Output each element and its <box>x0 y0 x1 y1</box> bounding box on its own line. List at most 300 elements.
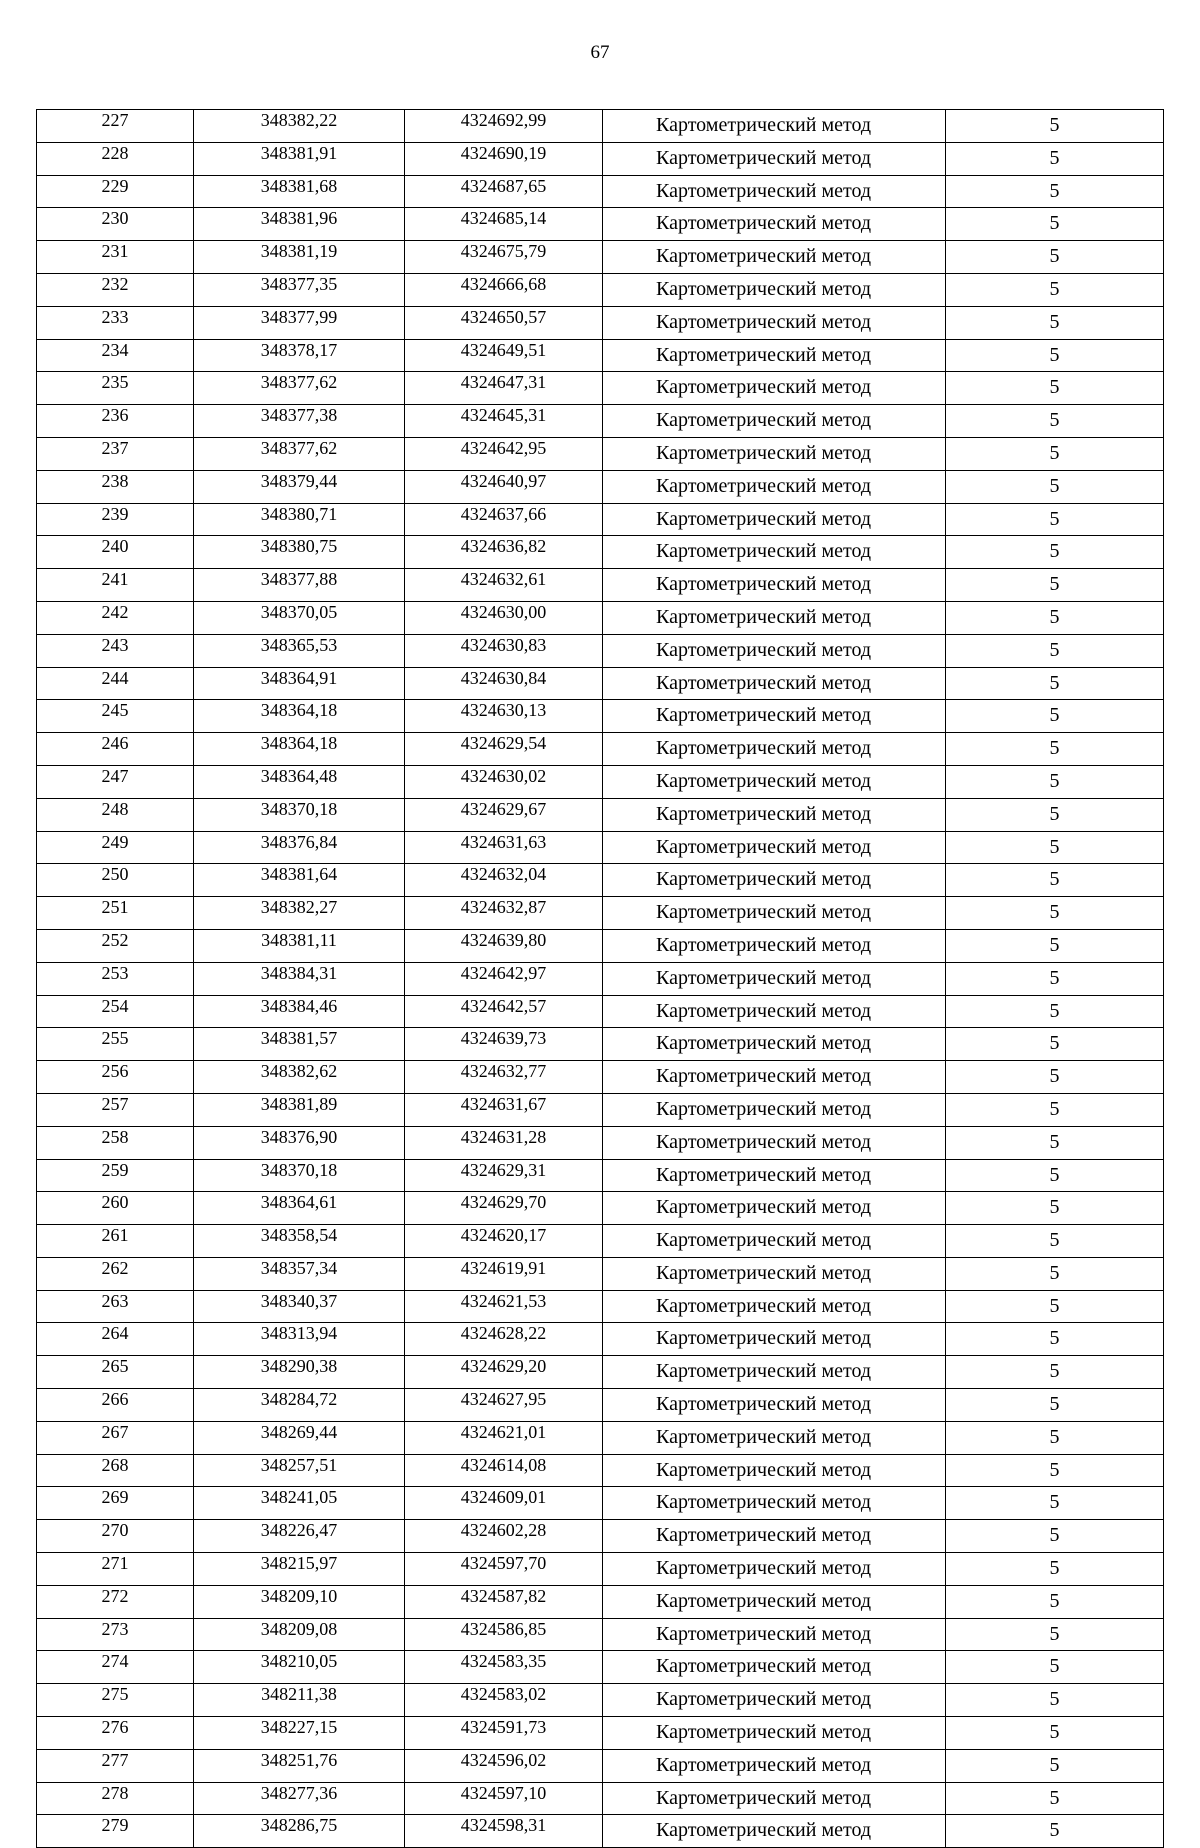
method-cell: Картометрический метод <box>603 962 946 995</box>
table-row <box>37 569 1164 602</box>
y-coordinate-cell: 4324639,73 <box>405 1028 603 1061</box>
table-row <box>37 208 1164 241</box>
point-number-cell: 250 <box>37 864 194 897</box>
point-number-cell: 257 <box>37 1093 194 1126</box>
method-cell: Картометрический метод <box>603 339 946 372</box>
point-number-cell: 245 <box>37 700 194 733</box>
accuracy-cell: 5 <box>946 110 1164 143</box>
x-coordinate-cell: 348364,18 <box>194 733 405 766</box>
method-cell: Картометрический метод <box>603 273 946 306</box>
x-coordinate-cell: 348340,37 <box>194 1290 405 1323</box>
y-coordinate-cell: 4324631,28 <box>405 1126 603 1159</box>
x-coordinate-cell: 348277,36 <box>194 1782 405 1815</box>
table-row <box>37 1323 1164 1356</box>
accuracy-cell: 5 <box>946 962 1164 995</box>
y-coordinate-cell: 4324642,97 <box>405 962 603 995</box>
x-coordinate-cell: 348377,62 <box>194 437 405 470</box>
method-cell: Картометрический метод <box>603 929 946 962</box>
x-coordinate-cell: 348257,51 <box>194 1454 405 1487</box>
method-cell: Картометрический метод <box>603 1454 946 1487</box>
accuracy-cell: 5 <box>946 175 1164 208</box>
method-cell: Картометрический метод <box>603 1257 946 1290</box>
method-cell: Картометрический метод <box>603 601 946 634</box>
table-row <box>37 1815 1164 1848</box>
point-number-cell: 261 <box>37 1225 194 1258</box>
x-coordinate-cell: 348241,05 <box>194 1487 405 1520</box>
x-coordinate-cell: 348378,17 <box>194 339 405 372</box>
method-cell: Картометрический метод <box>603 1585 946 1618</box>
table-row <box>37 1225 1164 1258</box>
x-coordinate-cell: 348364,61 <box>194 1192 405 1225</box>
y-coordinate-cell: 4324597,10 <box>405 1782 603 1815</box>
point-number-cell: 227 <box>37 110 194 143</box>
y-coordinate-cell: 4324645,31 <box>405 405 603 438</box>
table-row <box>37 634 1164 667</box>
method-cell: Картометрический метод <box>603 831 946 864</box>
y-coordinate-cell: 4324614,08 <box>405 1454 603 1487</box>
point-number-cell: 271 <box>37 1553 194 1586</box>
method-cell: Картометрический метод <box>603 372 946 405</box>
y-coordinate-cell: 4324675,79 <box>405 241 603 274</box>
method-cell: Картометрический метод <box>603 1028 946 1061</box>
point-number-cell: 254 <box>37 995 194 1028</box>
method-cell: Картометрический метод <box>603 1159 946 1192</box>
y-coordinate-cell: 4324629,67 <box>405 798 603 831</box>
table-row <box>37 733 1164 766</box>
accuracy-cell: 5 <box>946 1454 1164 1487</box>
method-cell: Картометрический метод <box>603 1290 946 1323</box>
y-coordinate-cell: 4324628,22 <box>405 1323 603 1356</box>
point-number-cell: 249 <box>37 831 194 864</box>
point-number-cell: 263 <box>37 1290 194 1323</box>
point-number-cell: 233 <box>37 306 194 339</box>
method-cell: Картометрический метод <box>603 995 946 1028</box>
accuracy-cell: 5 <box>946 1553 1164 1586</box>
point-number-cell: 269 <box>37 1487 194 1520</box>
y-coordinate-cell: 4324583,02 <box>405 1684 603 1717</box>
table-row <box>37 1061 1164 1094</box>
table-row <box>37 110 1164 143</box>
table-row <box>37 1159 1164 1192</box>
accuracy-cell: 5 <box>946 1782 1164 1815</box>
x-coordinate-cell: 348226,47 <box>194 1520 405 1553</box>
point-number-cell: 251 <box>37 897 194 930</box>
x-coordinate-cell: 348377,99 <box>194 306 405 339</box>
x-coordinate-cell: 348377,62 <box>194 372 405 405</box>
x-coordinate-cell: 348269,44 <box>194 1421 405 1454</box>
table-row <box>37 1192 1164 1225</box>
method-cell: Картометрический метод <box>603 1749 946 1782</box>
x-coordinate-cell: 348382,27 <box>194 897 405 930</box>
y-coordinate-cell: 4324630,00 <box>405 601 603 634</box>
accuracy-cell: 5 <box>946 1093 1164 1126</box>
x-coordinate-cell: 348370,18 <box>194 798 405 831</box>
y-coordinate-cell: 4324620,17 <box>405 1225 603 1258</box>
x-coordinate-cell: 348381,64 <box>194 864 405 897</box>
table-row <box>37 1553 1164 1586</box>
x-coordinate-cell: 348209,10 <box>194 1585 405 1618</box>
point-number-cell: 272 <box>37 1585 194 1618</box>
x-coordinate-cell: 348365,53 <box>194 634 405 667</box>
x-coordinate-cell: 348376,90 <box>194 1126 405 1159</box>
accuracy-cell: 5 <box>946 1749 1164 1782</box>
coordinates-table-body <box>37 110 1164 1848</box>
point-number-cell: 278 <box>37 1782 194 1815</box>
y-coordinate-cell: 4324650,57 <box>405 306 603 339</box>
method-cell: Картометрический метод <box>603 1323 946 1356</box>
point-number-cell: 246 <box>37 733 194 766</box>
method-cell: Картометрический метод <box>603 1815 946 1848</box>
x-coordinate-cell: 348209,08 <box>194 1618 405 1651</box>
accuracy-cell: 5 <box>946 405 1164 438</box>
y-coordinate-cell: 4324642,57 <box>405 995 603 1028</box>
method-cell: Картометрический метод <box>603 1126 946 1159</box>
accuracy-cell: 5 <box>946 634 1164 667</box>
x-coordinate-cell: 348382,22 <box>194 110 405 143</box>
y-coordinate-cell: 4324619,91 <box>405 1257 603 1290</box>
accuracy-cell: 5 <box>946 1225 1164 1258</box>
y-coordinate-cell: 4324685,14 <box>405 208 603 241</box>
x-coordinate-cell: 348381,96 <box>194 208 405 241</box>
y-coordinate-cell: 4324637,66 <box>405 503 603 536</box>
table-row <box>37 831 1164 864</box>
method-cell: Картометрический метод <box>603 470 946 503</box>
y-coordinate-cell: 4324631,67 <box>405 1093 603 1126</box>
point-number-cell: 264 <box>37 1323 194 1356</box>
point-number-cell: 240 <box>37 536 194 569</box>
x-coordinate-cell: 348358,54 <box>194 1225 405 1258</box>
point-number-cell: 268 <box>37 1454 194 1487</box>
method-cell: Картометрический метод <box>603 208 946 241</box>
point-number-cell: 235 <box>37 372 194 405</box>
x-coordinate-cell: 348313,94 <box>194 1323 405 1356</box>
table-row <box>37 1487 1164 1520</box>
y-coordinate-cell: 4324630,02 <box>405 765 603 798</box>
x-coordinate-cell: 348215,97 <box>194 1553 405 1586</box>
point-number-cell: 229 <box>37 175 194 208</box>
accuracy-cell: 5 <box>946 1684 1164 1717</box>
accuracy-cell: 5 <box>946 208 1164 241</box>
x-coordinate-cell: 348210,05 <box>194 1651 405 1684</box>
point-number-cell: 248 <box>37 798 194 831</box>
accuracy-cell: 5 <box>946 142 1164 175</box>
y-coordinate-cell: 4324591,73 <box>405 1717 603 1750</box>
accuracy-cell: 5 <box>946 1126 1164 1159</box>
point-number-cell: 266 <box>37 1389 194 1422</box>
y-coordinate-cell: 4324609,01 <box>405 1487 603 1520</box>
table-row <box>37 1257 1164 1290</box>
table-row <box>37 1126 1164 1159</box>
table-row <box>37 798 1164 831</box>
accuracy-cell: 5 <box>946 1717 1164 1750</box>
table-row <box>37 864 1164 897</box>
accuracy-cell: 5 <box>946 1356 1164 1389</box>
table-row <box>37 241 1164 274</box>
method-cell: Картометрический метод <box>603 1717 946 1750</box>
point-number-cell: 230 <box>37 208 194 241</box>
x-coordinate-cell: 348384,31 <box>194 962 405 995</box>
x-coordinate-cell: 348377,88 <box>194 569 405 602</box>
accuracy-cell: 5 <box>946 995 1164 1028</box>
point-number-cell: 241 <box>37 569 194 602</box>
method-cell: Картометрический метод <box>603 700 946 733</box>
point-number-cell: 279 <box>37 1815 194 1848</box>
method-cell: Картометрический метод <box>603 405 946 438</box>
table-row <box>37 1585 1164 1618</box>
table-row <box>37 700 1164 733</box>
point-number-cell: 234 <box>37 339 194 372</box>
point-number-cell: 277 <box>37 1749 194 1782</box>
y-coordinate-cell: 4324632,87 <box>405 897 603 930</box>
point-number-cell: 255 <box>37 1028 194 1061</box>
x-coordinate-cell: 348380,71 <box>194 503 405 536</box>
x-coordinate-cell: 348370,18 <box>194 1159 405 1192</box>
y-coordinate-cell: 4324632,04 <box>405 864 603 897</box>
y-coordinate-cell: 4324666,68 <box>405 273 603 306</box>
x-coordinate-cell: 348380,75 <box>194 536 405 569</box>
accuracy-cell: 5 <box>946 1192 1164 1225</box>
table-row <box>37 1684 1164 1717</box>
y-coordinate-cell: 4324629,54 <box>405 733 603 766</box>
table-row <box>37 306 1164 339</box>
method-cell: Картометрический метод <box>603 1356 946 1389</box>
method-cell: Картометрический метод <box>603 437 946 470</box>
x-coordinate-cell: 348381,19 <box>194 241 405 274</box>
accuracy-cell: 5 <box>946 1651 1164 1684</box>
accuracy-cell: 5 <box>946 700 1164 733</box>
method-cell: Картометрический метод <box>603 1421 946 1454</box>
method-cell: Картометрический метод <box>603 667 946 700</box>
y-coordinate-cell: 4324636,82 <box>405 536 603 569</box>
table-row <box>37 929 1164 962</box>
x-coordinate-cell: 348381,57 <box>194 1028 405 1061</box>
x-coordinate-cell: 348382,62 <box>194 1061 405 1094</box>
method-cell: Картометрический метод <box>603 1553 946 1586</box>
table-row <box>37 437 1164 470</box>
method-cell: Картометрический метод <box>603 503 946 536</box>
method-cell: Картометрический метод <box>603 569 946 602</box>
accuracy-cell: 5 <box>946 897 1164 930</box>
method-cell: Картометрический метод <box>603 864 946 897</box>
y-coordinate-cell: 4324602,28 <box>405 1520 603 1553</box>
table-row <box>37 962 1164 995</box>
table-row <box>37 470 1164 503</box>
point-number-cell: 253 <box>37 962 194 995</box>
method-cell: Картометрический метод <box>603 1618 946 1651</box>
accuracy-cell: 5 <box>946 601 1164 634</box>
accuracy-cell: 5 <box>946 1257 1164 1290</box>
y-coordinate-cell: 4324583,35 <box>405 1651 603 1684</box>
table-row <box>37 273 1164 306</box>
accuracy-cell: 5 <box>946 831 1164 864</box>
point-number-cell: 259 <box>37 1159 194 1192</box>
point-number-cell: 262 <box>37 1257 194 1290</box>
accuracy-cell: 5 <box>946 1421 1164 1454</box>
x-coordinate-cell: 348357,34 <box>194 1257 405 1290</box>
table-row <box>37 1651 1164 1684</box>
point-number-cell: 260 <box>37 1192 194 1225</box>
accuracy-cell: 5 <box>946 569 1164 602</box>
table-row <box>37 372 1164 405</box>
accuracy-cell: 5 <box>946 437 1164 470</box>
point-number-cell: 276 <box>37 1717 194 1750</box>
table-row <box>37 995 1164 1028</box>
method-cell: Картометрический метод <box>603 536 946 569</box>
table-row <box>37 503 1164 536</box>
accuracy-cell: 5 <box>946 765 1164 798</box>
point-number-cell: 228 <box>37 142 194 175</box>
table-row <box>37 1520 1164 1553</box>
accuracy-cell: 5 <box>946 503 1164 536</box>
point-number-cell: 256 <box>37 1061 194 1094</box>
point-number-cell: 252 <box>37 929 194 962</box>
table-row <box>37 1356 1164 1389</box>
table-row <box>37 405 1164 438</box>
y-coordinate-cell: 4324629,20 <box>405 1356 603 1389</box>
y-coordinate-cell: 4324687,65 <box>405 175 603 208</box>
accuracy-cell: 5 <box>946 1520 1164 1553</box>
accuracy-cell: 5 <box>946 1290 1164 1323</box>
method-cell: Картометрический метод <box>603 1225 946 1258</box>
y-coordinate-cell: 4324639,80 <box>405 929 603 962</box>
point-number-cell: 275 <box>37 1684 194 1717</box>
x-coordinate-cell: 348376,84 <box>194 831 405 864</box>
x-coordinate-cell: 348364,91 <box>194 667 405 700</box>
accuracy-cell: 5 <box>946 733 1164 766</box>
y-coordinate-cell: 4324640,97 <box>405 470 603 503</box>
y-coordinate-cell: 4324621,01 <box>405 1421 603 1454</box>
method-cell: Картометрический метод <box>603 1061 946 1094</box>
y-coordinate-cell: 4324586,85 <box>405 1618 603 1651</box>
y-coordinate-cell: 4324627,95 <box>405 1389 603 1422</box>
x-coordinate-cell: 348370,05 <box>194 601 405 634</box>
y-coordinate-cell: 4324596,02 <box>405 1749 603 1782</box>
accuracy-cell: 5 <box>946 1815 1164 1848</box>
point-number-cell: 258 <box>37 1126 194 1159</box>
accuracy-cell: 5 <box>946 470 1164 503</box>
accuracy-cell: 5 <box>946 667 1164 700</box>
coordinates-table <box>36 109 1164 1848</box>
table-row <box>37 1093 1164 1126</box>
table-row <box>37 765 1164 798</box>
method-cell: Картометрический метод <box>603 175 946 208</box>
table-row <box>37 1717 1164 1750</box>
point-number-cell: 273 <box>37 1618 194 1651</box>
x-coordinate-cell: 348286,75 <box>194 1815 405 1848</box>
accuracy-cell: 5 <box>946 306 1164 339</box>
accuracy-cell: 5 <box>946 339 1164 372</box>
x-coordinate-cell: 348364,18 <box>194 700 405 733</box>
y-coordinate-cell: 4324632,77 <box>405 1061 603 1094</box>
accuracy-cell: 5 <box>946 1323 1164 1356</box>
y-coordinate-cell: 4324598,31 <box>405 1815 603 1848</box>
y-coordinate-cell: 4324597,70 <box>405 1553 603 1586</box>
method-cell: Картометрический метод <box>603 1520 946 1553</box>
method-cell: Картометрический метод <box>603 798 946 831</box>
y-coordinate-cell: 4324630,84 <box>405 667 603 700</box>
x-coordinate-cell: 348227,15 <box>194 1717 405 1750</box>
point-number-cell: 237 <box>37 437 194 470</box>
x-coordinate-cell: 348290,38 <box>194 1356 405 1389</box>
point-number-cell: 267 <box>37 1421 194 1454</box>
table-row <box>37 1749 1164 1782</box>
x-coordinate-cell: 348381,68 <box>194 175 405 208</box>
x-coordinate-cell: 348381,91 <box>194 142 405 175</box>
method-cell: Картометрический метод <box>603 1684 946 1717</box>
y-coordinate-cell: 4324630,83 <box>405 634 603 667</box>
point-number-cell: 265 <box>37 1356 194 1389</box>
accuracy-cell: 5 <box>946 1028 1164 1061</box>
table-row <box>37 601 1164 634</box>
y-coordinate-cell: 4324647,31 <box>405 372 603 405</box>
y-coordinate-cell: 4324642,95 <box>405 437 603 470</box>
point-number-cell: 244 <box>37 667 194 700</box>
y-coordinate-cell: 4324649,51 <box>405 339 603 372</box>
x-coordinate-cell: 348384,46 <box>194 995 405 1028</box>
accuracy-cell: 5 <box>946 864 1164 897</box>
point-number-cell: 270 <box>37 1520 194 1553</box>
table-row <box>37 1421 1164 1454</box>
y-coordinate-cell: 4324629,70 <box>405 1192 603 1225</box>
table-row <box>37 667 1164 700</box>
method-cell: Картометрический метод <box>603 897 946 930</box>
accuracy-cell: 5 <box>946 1389 1164 1422</box>
method-cell: Картометрический метод <box>603 241 946 274</box>
method-cell: Картометрический метод <box>603 1192 946 1225</box>
accuracy-cell: 5 <box>946 1618 1164 1651</box>
accuracy-cell: 5 <box>946 1159 1164 1192</box>
x-coordinate-cell: 348381,89 <box>194 1093 405 1126</box>
table-row <box>37 536 1164 569</box>
page-number: 67 <box>590 42 610 63</box>
accuracy-cell: 5 <box>946 536 1164 569</box>
point-number-cell: 232 <box>37 273 194 306</box>
x-coordinate-cell: 348381,11 <box>194 929 405 962</box>
table-row <box>37 1290 1164 1323</box>
accuracy-cell: 5 <box>946 798 1164 831</box>
table-row <box>37 1389 1164 1422</box>
x-coordinate-cell: 348251,76 <box>194 1749 405 1782</box>
point-number-cell: 274 <box>37 1651 194 1684</box>
y-coordinate-cell: 4324630,13 <box>405 700 603 733</box>
point-number-cell: 243 <box>37 634 194 667</box>
accuracy-cell: 5 <box>946 1585 1164 1618</box>
table-row <box>37 339 1164 372</box>
y-coordinate-cell: 4324690,19 <box>405 142 603 175</box>
method-cell: Картометрический метод <box>603 142 946 175</box>
method-cell: Картометрический метод <box>603 765 946 798</box>
y-coordinate-cell: 4324692,99 <box>405 110 603 143</box>
x-coordinate-cell: 348377,38 <box>194 405 405 438</box>
table-row <box>37 1618 1164 1651</box>
point-number-cell: 242 <box>37 601 194 634</box>
table-row <box>37 175 1164 208</box>
accuracy-cell: 5 <box>946 273 1164 306</box>
accuracy-cell: 5 <box>946 1487 1164 1520</box>
table-row <box>37 142 1164 175</box>
y-coordinate-cell: 4324621,53 <box>405 1290 603 1323</box>
point-number-cell: 238 <box>37 470 194 503</box>
point-number-cell: 247 <box>37 765 194 798</box>
method-cell: Картометрический метод <box>603 733 946 766</box>
x-coordinate-cell: 348379,44 <box>194 470 405 503</box>
method-cell: Картометрический метод <box>603 1093 946 1126</box>
point-number-cell: 236 <box>37 405 194 438</box>
method-cell: Картометрический метод <box>603 1389 946 1422</box>
x-coordinate-cell: 348364,48 <box>194 765 405 798</box>
table-row <box>37 897 1164 930</box>
method-cell: Картометрический метод <box>603 634 946 667</box>
